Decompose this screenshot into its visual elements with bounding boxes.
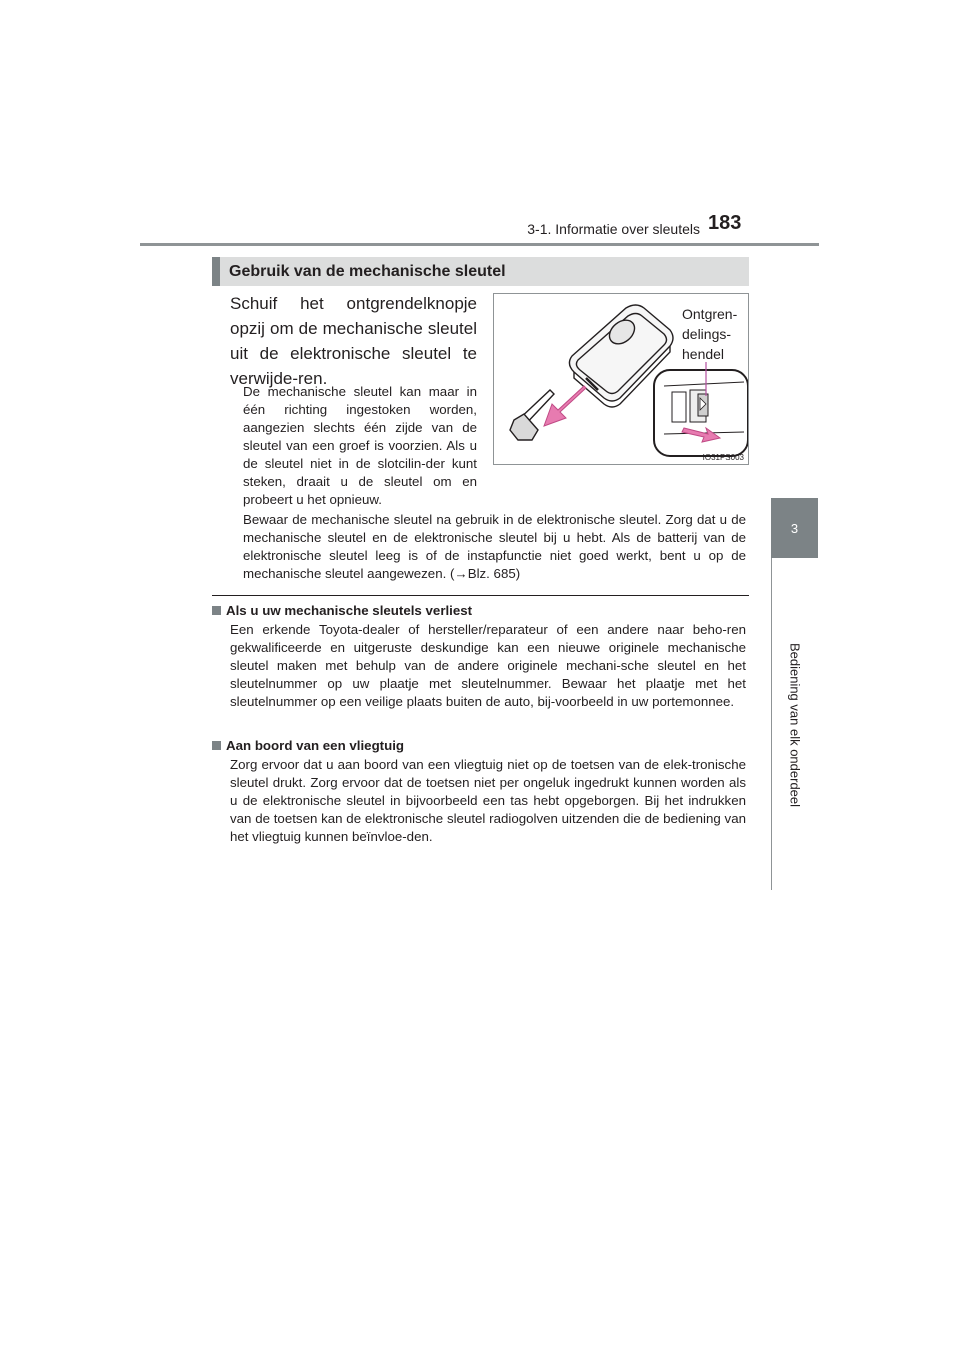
item-heading-airplane	[212, 738, 404, 753]
side-divider	[771, 558, 772, 890]
chapter-title: 3-1. Informatie over sleutels	[527, 221, 700, 237]
item-body-airplane: Zorg ervoor dat u aan boord van een vliegtuig niet op de toetsen van de elek-tronische sleutel drukt. Zorg ervoor dat de toetsen niet per ongeluk ingedrukt kunnen worden als u de elektronische sleutel in bijvoorbeeld een tas hebt opgeborgen. Bij het indrukken van de toetsen kan de elektronische sleutel radiogolven uitzenden die de bediening van het vliegtuig kunnen beïnvloe-den.	[230, 757, 746, 844]
key-illustration	[493, 293, 749, 465]
page-number: 183	[708, 212, 742, 234]
bullet-square-icon	[212, 741, 221, 750]
item-heading-text: Als u uw mechanische sleutels verliest	[226, 603, 473, 618]
chapter-tab-number: 3	[790, 520, 799, 536]
release-lever-label: Ontgren- delings- hendel	[682, 306, 738, 362]
chapter-tab[interactable]	[771, 498, 818, 558]
note-key-orientation: De mechanische sleutel kan maar in één richting ingestoken worden, aangezien slechts één zijde van de sleutel van een groef is voorzien. Als u de sleutel niet in de slotcilin-der kunt steken, draait u de sleutel om en probeert u het opnieuw.	[243, 384, 477, 507]
section-title: Gebruik van de mechanische sleutel	[229, 262, 506, 280]
item-heading-text: Aan boord van een vliegtuig	[226, 738, 405, 753]
section-heading-bar	[212, 257, 220, 286]
item-body-lost-keys: Een erkende Toyota-dealer of hersteller/reparateur of een andere naar beho-ren gekwalificeerde en uitgeruste deskundige kan een nieuwe originele mechanische sleutel maken met behulp van de andere originele mechani-sche sleutel en het sleutelnummer op uw plaatje met sleutelnummer. Bewaar het plaatje met het sleutelnummer op een veilige plaats buiten de auto, bij-voorbeeld in uw portemonnee.	[230, 622, 746, 709]
section-divider	[212, 595, 749, 596]
intro-instruction: Schuif het ontgrendelknopje opzij om de mechanische sleutel uit de elektronische sleutel te verwijde-ren.	[230, 294, 477, 388]
chapter-side-label: Bediening van elk onderdeel	[787, 642, 803, 808]
section-heading	[212, 257, 749, 286]
item-heading-lost-keys	[212, 603, 472, 618]
figure-code: IO31PS003	[702, 453, 744, 462]
note-key-storage: Bewaar de mechanische sleutel na gebruik in de elektronische sleutel. Zorg dat u de mechanische sleutel en de elektronische sleutel bij u hebt. Als de batterij van de elektronische sleutel leeg is of de instapfunctie niet goed werkt, bent u op de mechanische sleutel aangewezen. (→Blz. 685)	[243, 512, 746, 581]
detail-inset	[654, 370, 748, 456]
header-rule	[140, 243, 819, 246]
mechanical-key	[510, 390, 554, 440]
bullet-square-icon	[212, 606, 221, 615]
